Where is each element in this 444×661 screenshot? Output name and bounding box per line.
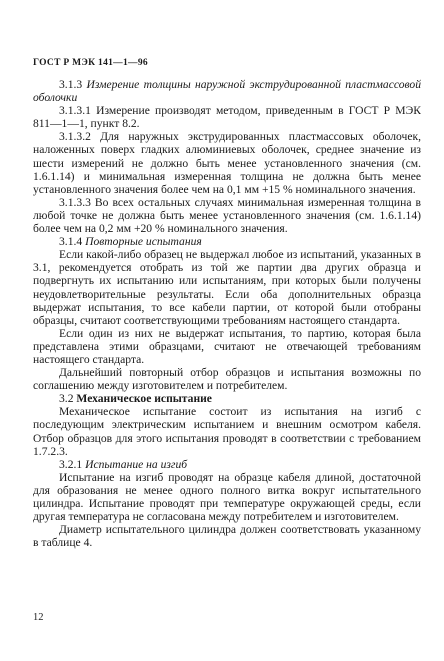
section-heading-3-1-4: 3.1.4 Повторные испытания — [59, 235, 202, 249]
section-heading-3-2-1: 3.2.1 Испытание на изгиб — [59, 457, 188, 471]
page-number: 12 — [33, 612, 44, 623]
paragraph-retest-3: Дальнейший повторный отбор образцов и испытания возможны по соглашению между изготовителем и потребителем. — [33, 366, 421, 393]
paragraph-bend-test-1: Испытание на изгиб проводят на образце кабеля длиной, достаточной для образования не менее одного полного витка вокруг испытательного цилиндра. Испытание проводят при температуре окружающей среды, если другая температура не согласована между потребителем и изготовителем. — [33, 470, 421, 524]
paragraph-3-1-3-1: 3.1.3.1 Измерение производят методом, приведенным в ГОСТ Р МЭК 811—1—1, пункт 8.2. — [33, 104, 421, 131]
section-heading-3-1-3: 3.1.3 Измерение толщины наружной экструдированной пластмассовой оболочки — [33, 78, 421, 105]
section-heading-3-2: 3.2 Механическое испытание — [59, 392, 212, 406]
paragraph-retest-1: Если какой-либо образец не выдержал любое из испытаний, указанных в 3.1, рекомендуется отобрать из той же партии два других образца и подвергнуть их испытанию или испытаниям, при которых были получены неудовлетворительные результаты. Если оба дополнительных образца выдержат испытания, то все кабели партии, от которой были отобраны образцы, считают соответствующими требованиям настоящего стандарта. — [33, 248, 421, 327]
paragraph-retest-2: Если один из них не выдержат испытания, то партию, которая была представлена этими образцами, считают не отвечающей требованиям настоящего стандарта. — [33, 326, 421, 366]
paragraph-bend-test-2: Диаметр испытательного цилиндра должен соответствовать указанному в таблице 4. — [33, 523, 421, 550]
paragraph-3-1-3-2: 3.1.3.2 Для наружных экструдированных пластмассовых оболочек, наложенных поверх гладких алюминиевых оболочек, среднее значение из шести измерений не должно быть менее установленного значения (см. 1.6.1.14) и минимальная измеренная толщина не должна быть менее установленного значения более чем на 0,1 мм +15 % номинального значения. — [33, 130, 421, 196]
paragraph-mechanical-test: Механическое испытание состоит из испытания на изгиб с последующим электрическим испытанием и внешним осмотром кабеля. Отбор образцов для этого испытания проводят в соответствии с требованием 1.7.2.3. — [33, 405, 421, 458]
paragraph-3-1-3-3: 3.1.3.3 Во всех остальных случаях минимальная измеренная толщина в любой точке не должна быть менее установленного значения (см. 1.6.1.14) более чем на 0,2 мм +20 % номинального значения. — [33, 195, 421, 236]
body-text — [33, 78, 421, 549]
running-header: ГОСТ Р МЭК 141—1—96 — [33, 58, 148, 68]
